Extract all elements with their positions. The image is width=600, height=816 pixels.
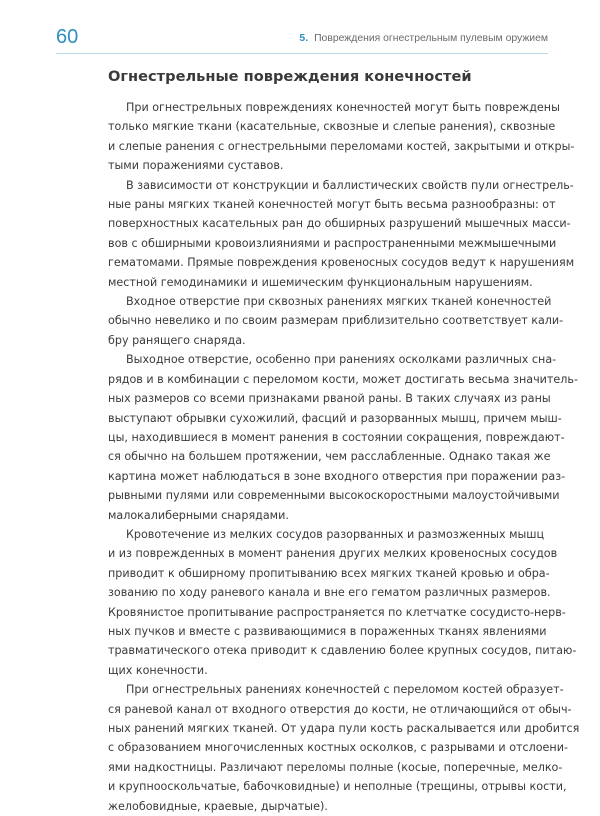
text-line: картина может наблюдаться в зоне входного отверстия при поражении раз- xyxy=(108,469,566,483)
text-line: поверхностных касательных ран до обширных разрушений мышечных масси- xyxy=(108,217,571,231)
text-line: бру ранящего снаряда. xyxy=(108,333,246,347)
text-line: ями надкостницы. Различают переломы полные (косые, поперечные, мелко- xyxy=(108,760,563,774)
text-line: ные раны мягких тканей конечностей могут быть весьма разнообразны: от xyxy=(108,198,556,212)
text-line: Входное отверстие при сквозных ранениях мягких тканей конечностей xyxy=(126,295,552,309)
text-line: При огнестрельных повреждениях конечностей могут быть повреждены xyxy=(126,101,560,114)
section-title: Огнестрельные повреждения конечностей xyxy=(108,68,472,85)
text-line: желобовидные, краевые, дырчатые). xyxy=(108,799,328,813)
paragraph xyxy=(108,292,564,350)
text-line: ных размеров со всеми признаками рваной раны. В таких случаях из раны xyxy=(108,392,551,406)
text-line: ся обычно на большем протяжении, чем расслабленные. Однако такая же xyxy=(108,450,551,464)
text-line: обычно невелико и по своим размерам приблизительно соответствует кали- xyxy=(108,314,564,328)
text-line: зованию по ходу раневого канала и вне его гематом различных размеров. xyxy=(108,586,551,600)
text-line: ных пучков и вместе с развивающимися в пораженных тканях явлениями xyxy=(108,624,547,638)
text-line: травматического отека приводит к сдавлению более крупных сосудов, питаю- xyxy=(108,644,577,658)
chapter-title: Повреждения огнестрельным пулевым оружием xyxy=(314,33,548,44)
text-line: приводит к обширному пропитыванию всех мягких тканей кровью и обра- xyxy=(108,566,550,580)
text-line: только мягкие ткани (касательные, сквозные и слепые ранения), сквозные xyxy=(108,120,556,134)
text-line: и из поврежденных в момент ранения других мелких кровеносных сосудов xyxy=(108,547,558,561)
text-line: Выходное отверстие, особенно при ранениях осколками различных сна- xyxy=(126,353,557,367)
text-line: вов с обширными кровоизлияниями и распространенными межмышечными xyxy=(108,236,557,250)
page-number: 60 xyxy=(56,26,79,48)
text-line: ся раневой канал от входного отверстия до кости, не отличающийся от обыч- xyxy=(108,702,572,716)
body-text xyxy=(108,98,580,816)
text-line: Кровотечение из мелких сосудов разорванных и размозженных мышц xyxy=(126,527,545,541)
text-line: При огнестрельных ранениях конечностей с переломом костей образует- xyxy=(126,683,564,697)
paragraph xyxy=(108,525,577,680)
text-line: и крупнооскольчатые, бабочковидные) и неполные (трещины, отрывы кости, xyxy=(108,780,567,794)
text-line: с образованием многочисленных костных осколков, с разрывами и отслоени- xyxy=(108,741,568,755)
text-line: гематомами. Прямые повреждения кровеносных сосудов ведут к нарушениям xyxy=(108,256,575,270)
text-line: рывными пулями или современными высокоскоростными малоустойчивыми xyxy=(108,489,560,503)
text-line: ных ранений мягких тканей. От удара пули кость раскалывается или дробится xyxy=(108,722,580,735)
text-line: щих конечности. xyxy=(108,663,208,677)
text-line: местной гемодинамики и ишемическим функциональным нарушениям. xyxy=(108,275,533,289)
paragraph xyxy=(108,98,575,176)
running-head xyxy=(299,33,548,44)
text-line: рядов и в комбинации с переломом кости, может достигать весьма значитель- xyxy=(108,372,578,386)
header-rule xyxy=(56,53,548,54)
text-line: выступают обрывки сухожилий, фасций и разорванных мышц, причем мыш- xyxy=(108,411,562,425)
text-line: тыми поражениями суставов. xyxy=(108,159,284,173)
text-line: Кровянистое пропитывание распространяется по клетчатке сосудисто-нерв- xyxy=(108,605,566,619)
paragraph xyxy=(108,680,580,816)
chapter-number: 5. xyxy=(299,33,309,44)
paragraph xyxy=(108,350,578,525)
paragraph xyxy=(108,176,575,292)
text-line: В зависимости от конструкции и баллистических свойств пули огнестрель- xyxy=(126,178,574,192)
text-line: и слепые ранения с огнестрельными переломами костей, закрытыми и откры- xyxy=(108,139,575,153)
text-line: малокалиберными снарядами. xyxy=(108,508,289,522)
text-line: цы, находившиеся в момент ранения в состоянии сокращения, повреждают- xyxy=(108,430,565,444)
